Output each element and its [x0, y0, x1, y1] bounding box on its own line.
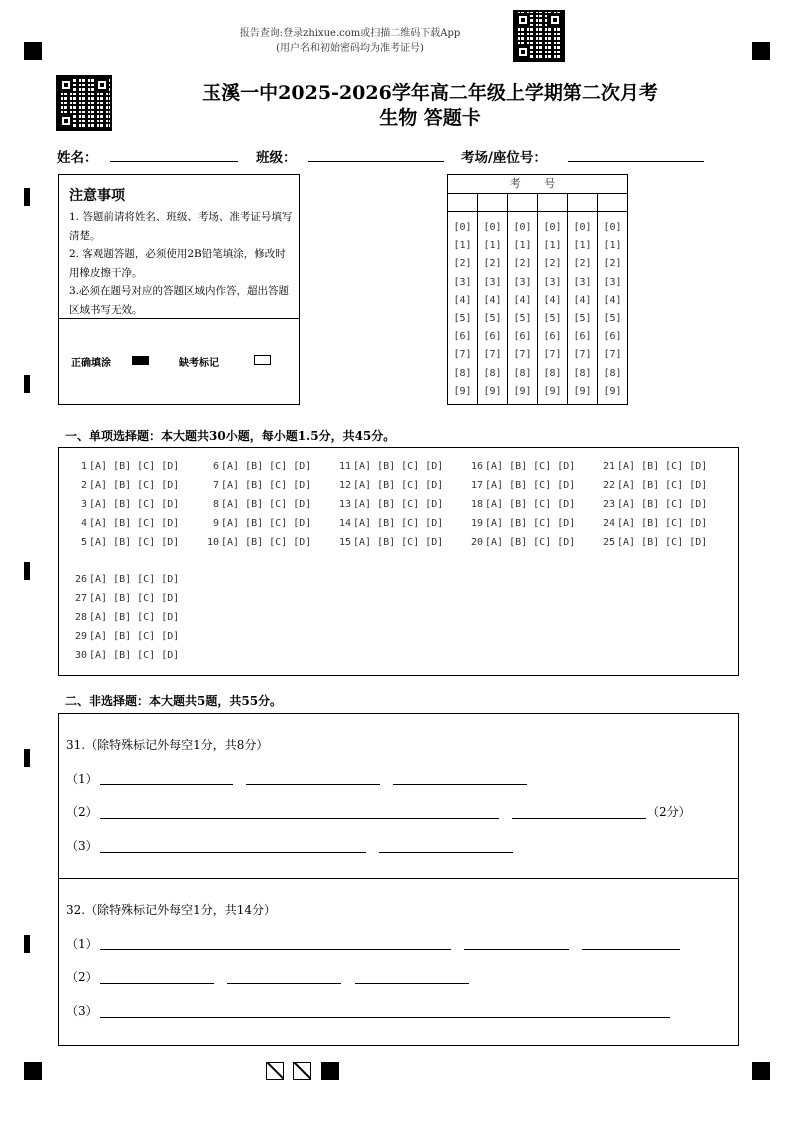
timing-mark — [24, 562, 30, 580]
question-31-box — [58, 713, 739, 879]
mc-option-bubbles[interactable]: [A] [B] [C] [D] — [617, 461, 708, 472]
exam-number-column — [598, 194, 627, 404]
timing-mark — [24, 749, 30, 767]
question-32-box — [58, 878, 739, 1046]
exam-number-column — [448, 194, 478, 404]
exam-number-grid — [447, 174, 628, 405]
q32-part-2-label: （2） — [66, 970, 98, 984]
mc-option-bubbles[interactable]: [A] [B] [C] [D] — [353, 499, 444, 510]
exam-number-write-cell[interactable] — [508, 194, 537, 212]
q31-3-blank-2[interactable] — [379, 852, 513, 853]
exam-digit-bubble[interactable]: [7] — [603, 349, 622, 361]
q32-2-blank-2[interactable] — [227, 983, 341, 984]
exam-digit-bubble[interactable]: [8] — [453, 367, 472, 379]
timing-mark — [24, 375, 30, 393]
exam-number-column — [508, 194, 538, 404]
mc-option-bubbles[interactable]: [A] [B] [C] [D] — [89, 593, 180, 604]
mc-question-number: 12 — [338, 480, 351, 491]
qr-code-download-app[interactable] — [513, 10, 565, 62]
mc-question-number: 18 — [470, 499, 483, 510]
q32-2-blank-1[interactable] — [100, 983, 214, 984]
exam-digit-bubble[interactable]: [1] — [543, 240, 562, 252]
mc-option-bubbles[interactable]: [A] [B] [C] [D] — [353, 518, 444, 529]
exam-digit-bubble[interactable]: [0] — [603, 222, 622, 233]
exam-digit-bubble[interactable]: [4] — [573, 294, 592, 306]
mc-question — [465, 518, 575, 529]
exam-number-write-cell[interactable] — [598, 194, 627, 212]
mc-question — [201, 518, 311, 529]
q32-1-blank-1[interactable] — [100, 949, 451, 950]
exam-digit-bubble[interactable]: [7] — [573, 349, 592, 361]
exam-digit-bubble[interactable]: [6] — [573, 331, 592, 343]
exam-digit-bubble[interactable]: [1] — [573, 240, 592, 252]
exam-digit-bubble[interactable]: [2] — [603, 258, 622, 270]
exam-digit-bubble[interactable]: [5] — [603, 313, 622, 324]
mc-question-number: 24 — [602, 518, 615, 529]
mc-question — [597, 537, 707, 548]
mc-question — [597, 480, 707, 491]
notice-title: 注意事项 — [69, 188, 125, 204]
exam-number-write-cell[interactable] — [568, 194, 597, 212]
exam-digit-bubble[interactable]: [5] — [483, 313, 502, 324]
exam-digit-bubble[interactable]: [5] — [543, 313, 562, 324]
mc-question — [201, 537, 311, 548]
mc-question — [69, 574, 179, 585]
name-field[interactable] — [110, 161, 238, 162]
page-marker-filled — [321, 1062, 339, 1080]
mc-option-bubbles[interactable]: [A] [B] [C] [D] — [485, 518, 576, 529]
exam-digit-bubble[interactable]: [7] — [453, 349, 472, 361]
section-1-title: 一、单项选择题：本大题共30小题，每小题1.5分，共45分。 — [65, 429, 396, 443]
exam-digit-bubble[interactable]: [9] — [603, 385, 622, 397]
exam-digit-bubble[interactable]: [9] — [453, 385, 472, 397]
mc-question — [69, 480, 179, 491]
exam-digit-bubble[interactable]: [4] — [603, 294, 622, 306]
exam-digit-bubble[interactable]: [3] — [573, 276, 592, 288]
absent-mark-label: 缺考标记 — [179, 358, 219, 369]
exam-digit-bubble[interactable]: [1] — [483, 240, 502, 252]
mc-option-bubbles[interactable]: [A] [B] [C] [D] — [221, 537, 312, 548]
mc-option-bubbles[interactable]: [A] [B] [C] [D] — [89, 574, 180, 585]
mc-option-bubbles[interactable]: [A] [B] [C] [D] — [485, 480, 576, 491]
exam-digit-bubble[interactable]: [9] — [573, 385, 592, 397]
alignment-mark-top-left — [24, 42, 42, 60]
seat-field[interactable] — [568, 161, 704, 162]
mc-question — [597, 518, 707, 529]
exam-digit-bubble[interactable]: [2] — [483, 258, 502, 270]
mc-option-bubbles[interactable]: [A] [B] [C] [D] — [89, 537, 180, 548]
mc-question-number: 11 — [338, 461, 351, 472]
name-label: 姓名： — [57, 150, 98, 166]
correct-fill-label: 正确填涂 — [71, 358, 111, 369]
notice-rule-2: 2. 客观题答题，必须使用2B铅笔填涂，修改时用橡皮擦干净。 — [69, 248, 286, 279]
filled-bubble-sample — [132, 356, 149, 365]
exam-number-write-cell[interactable] — [448, 194, 477, 212]
mc-question — [333, 518, 443, 529]
mc-question-number: 8 — [212, 499, 219, 510]
page-marker-slash-1 — [266, 1062, 284, 1080]
mc-question-number: 1 — [80, 461, 87, 472]
mc-option-bubbles[interactable]: [A] [B] [C] [D] — [89, 480, 180, 491]
question-31-heading: 31.（除特殊标记外每空1分，共8分） — [66, 738, 269, 752]
mc-question — [333, 480, 443, 491]
exam-digit-bubble[interactable]: [6] — [543, 331, 562, 343]
exam-digit-bubble[interactable]: [6] — [453, 331, 472, 343]
q32-1-blank-3[interactable] — [582, 949, 680, 950]
mc-question-number: 21 — [602, 461, 615, 472]
exam-digit-bubble[interactable]: [0] — [483, 222, 502, 233]
notice-divider — [59, 318, 299, 319]
mc-question-number: 3 — [80, 499, 87, 510]
notice-box — [58, 174, 300, 405]
q31-2-score: （2分） — [647, 805, 691, 819]
alignment-mark-top-right — [752, 42, 770, 60]
mc-question-number: 26 — [74, 574, 87, 585]
exam-digit-bubble[interactable]: [1] — [453, 240, 472, 252]
mc-question — [201, 499, 311, 510]
class-label: 班级： — [256, 150, 297, 166]
mc-question — [69, 593, 179, 604]
q31-1-blank-3[interactable] — [393, 784, 527, 785]
exam-digit-bubble[interactable]: [8] — [483, 367, 502, 379]
mc-option-bubbles[interactable]: [A] [B] [C] [D] — [89, 650, 180, 661]
mc-option-bubbles[interactable]: [A] [B] [C] [D] — [221, 480, 312, 491]
q32-part-3-label: （3） — [66, 1004, 98, 1018]
report-query-note: 报告查询:登录zhixue.com或扫描二维码下载App — [239, 28, 461, 39]
exam-digit-bubble[interactable]: [3] — [513, 276, 532, 288]
exam-digit-bubble[interactable]: [9] — [513, 385, 532, 397]
notice-rule-1: 1. 答题前请将姓名、班级、考场、准考证号填写清楚。 — [69, 211, 293, 242]
mc-option-bubbles[interactable]: [A] [B] [C] [D] — [89, 631, 180, 642]
mc-question-number: 6 — [212, 461, 219, 472]
mc-question — [465, 480, 575, 491]
mc-question-number: 23 — [602, 499, 615, 510]
exam-digit-bubble[interactable]: [4] — [513, 294, 532, 306]
exam-digit-bubble[interactable]: [6] — [603, 331, 622, 343]
q31-1-blank-1[interactable] — [100, 784, 233, 785]
q31-part-3-label: （3） — [66, 839, 98, 853]
mc-option-bubbles[interactable]: [A] [B] [C] [D] — [221, 499, 312, 510]
mc-question — [465, 499, 575, 510]
exam-digit-bubble[interactable]: [8] — [543, 367, 562, 379]
notice-rules — [69, 208, 293, 319]
page-subtitle: 生物 答题卡 — [379, 107, 481, 129]
mc-question — [333, 537, 443, 548]
mc-option-bubbles[interactable]: [A] [B] [C] [D] — [89, 612, 180, 623]
exam-digit-bubble[interactable]: [5] — [453, 313, 472, 324]
mc-question — [69, 650, 179, 661]
question-32-heading: 32.（除特殊标记外每空1分，共14分） — [66, 903, 276, 917]
exam-digit-bubble[interactable]: [9] — [483, 385, 502, 397]
exam-number-write-cell[interactable] — [538, 194, 567, 212]
q32-1-blank-2[interactable] — [464, 949, 569, 950]
exam-digit-bubble[interactable]: [2] — [513, 258, 532, 270]
exam-digit-bubble[interactable]: [3] — [483, 276, 502, 288]
mc-option-bubbles[interactable]: [A] [B] [C] [D] — [221, 518, 312, 529]
section-2-title: 二、非选择题：本大题共5题，共55分。 — [65, 694, 283, 708]
mc-question-number: 20 — [470, 537, 483, 548]
alignment-mark-bottom-right — [752, 1062, 770, 1080]
exam-digit-bubble[interactable]: [3] — [603, 276, 622, 288]
mc-question — [69, 499, 179, 510]
mc-question-number: 22 — [602, 480, 615, 491]
mc-option-bubbles[interactable]: [A] [B] [C] [D] — [617, 499, 708, 510]
mc-question-number: 7 — [212, 480, 219, 491]
mc-option-bubbles[interactable]: [A] [B] [C] [D] — [353, 461, 444, 472]
mc-option-bubbles[interactable]: [A] [B] [C] [D] — [221, 461, 312, 472]
exam-digit-bubble[interactable]: [0] — [573, 222, 592, 233]
mc-question-number: 25 — [602, 537, 615, 548]
exam-number-label: 考 号 — [448, 175, 627, 194]
mc-question — [69, 631, 179, 642]
exam-digit-bubble[interactable]: [8] — [513, 367, 532, 379]
mc-question — [201, 480, 311, 491]
q31-1-blank-2[interactable] — [246, 784, 380, 785]
exam-digit-bubble[interactable]: [5] — [513, 313, 532, 324]
exam-digit-bubble[interactable]: [7] — [513, 349, 532, 361]
seat-label: 考场/座位号： — [461, 150, 547, 166]
page-marker-slash-2 — [293, 1062, 311, 1080]
mc-question-number: 27 — [74, 593, 87, 604]
exam-digit-bubble[interactable]: [0] — [453, 222, 472, 233]
exam-digit-bubble[interactable]: [0] — [543, 222, 562, 233]
exam-number-column — [478, 194, 508, 404]
mc-question-number: 9 — [212, 518, 219, 529]
mc-option-bubbles[interactable]: [A] [B] [C] [D] — [89, 499, 180, 510]
exam-number-column — [568, 194, 598, 404]
q32-part-1-label: （1） — [66, 937, 98, 951]
exam-digit-bubble[interactable]: [4] — [453, 294, 472, 306]
absent-mark-checkbox[interactable] — [254, 355, 271, 365]
mc-question-number: 5 — [80, 537, 87, 548]
q32-3-blank-1[interactable] — [100, 1017, 670, 1018]
timing-mark — [24, 188, 30, 206]
mc-question — [597, 499, 707, 510]
mc-question-number: 2 — [80, 480, 87, 491]
mc-question-number: 14 — [338, 518, 351, 529]
qr-code-student — [56, 75, 112, 131]
exam-digit-bubble[interactable]: [9] — [543, 385, 562, 397]
mc-question — [69, 518, 179, 529]
mc-option-bubbles[interactable]: [A] [B] [C] [D] — [617, 537, 708, 548]
timing-mark — [24, 935, 30, 953]
class-field[interactable] — [308, 161, 444, 162]
mc-question — [201, 461, 311, 472]
mc-question — [69, 537, 179, 548]
mc-option-bubbles[interactable]: [A] [B] [C] [D] — [353, 537, 444, 548]
mc-question-number: 29 — [74, 631, 87, 642]
q31-2-blank-1[interactable] — [100, 818, 499, 819]
mc-question-number: 17 — [470, 480, 483, 491]
notice-rule-3: 3.必须在题号对应的答题区域内作答，超出答题区域书写无效。 — [69, 285, 290, 316]
mc-question — [69, 461, 179, 472]
mc-question-number: 10 — [206, 537, 219, 548]
mc-question-number: 16 — [470, 461, 483, 472]
multiple-choice-area — [58, 447, 739, 676]
q31-2-blank-2[interactable] — [512, 818, 646, 819]
exam-digit-bubble[interactable]: [7] — [483, 349, 502, 361]
exam-digit-bubble[interactable]: [5] — [573, 313, 592, 324]
mc-option-bubbles[interactable]: [A] [B] [C] [D] — [617, 518, 708, 529]
exam-number-write-cell[interactable] — [478, 194, 507, 212]
mc-question-number: 19 — [470, 518, 483, 529]
exam-digit-bubble[interactable]: [1] — [603, 240, 622, 252]
mc-question-number: 4 — [80, 518, 87, 529]
exam-digit-bubble[interactable]: [6] — [483, 331, 502, 343]
mc-option-bubbles[interactable]: [A] [B] [C] [D] — [485, 499, 576, 510]
mc-question — [69, 612, 179, 623]
alignment-mark-bottom-left — [24, 1062, 42, 1080]
mc-question — [465, 461, 575, 472]
q31-3-blank-1[interactable] — [100, 852, 366, 853]
page-title: 玉溪一中2025-2026学年高二年级上学期第二次月考 — [202, 82, 658, 104]
exam-digit-bubble[interactable]: [8] — [603, 367, 622, 379]
exam-digit-bubble[interactable]: [4] — [543, 294, 562, 306]
q31-part-1-label: （1） — [66, 772, 98, 786]
exam-digit-bubble[interactable]: [8] — [573, 367, 592, 379]
q31-part-2-label: （2） — [66, 805, 98, 819]
mc-question-number: 30 — [74, 650, 87, 661]
login-hint-note: (用户名和初始密码均为准考证号) — [276, 43, 424, 54]
exam-digit-bubble[interactable]: [3] — [453, 276, 472, 288]
mc-option-bubbles[interactable]: [A] [B] [C] [D] — [617, 480, 708, 491]
exam-digit-bubble[interactable]: [2] — [453, 258, 472, 270]
exam-digit-bubble[interactable]: [2] — [543, 258, 562, 270]
mc-option-bubbles[interactable]: [A] [B] [C] [D] — [485, 461, 576, 472]
mc-option-bubbles[interactable]: [A] [B] [C] [D] — [89, 518, 180, 529]
mc-question — [465, 537, 575, 548]
mc-question-number: 13 — [338, 499, 351, 510]
exam-digit-bubble[interactable]: [6] — [513, 331, 532, 343]
mc-option-bubbles[interactable]: [A] [B] [C] [D] — [353, 480, 444, 491]
mc-option-bubbles[interactable]: [A] [B] [C] [D] — [485, 537, 576, 548]
exam-digit-bubble[interactable]: [1] — [513, 240, 532, 252]
mc-question — [333, 461, 443, 472]
exam-digit-bubble[interactable]: [2] — [573, 258, 592, 270]
exam-number-column — [538, 194, 568, 404]
mc-option-bubbles[interactable]: [A] [B] [C] [D] — [89, 461, 180, 472]
mc-question — [333, 499, 443, 510]
exam-digit-bubble[interactable]: [3] — [543, 276, 562, 288]
exam-digit-bubble[interactable]: [4] — [483, 294, 502, 306]
exam-digit-bubble[interactable]: [7] — [543, 349, 562, 361]
q32-2-blank-3[interactable] — [355, 983, 469, 984]
exam-digit-bubble[interactable]: [0] — [513, 222, 532, 233]
mc-question — [597, 461, 707, 472]
mc-question-number: 15 — [338, 537, 351, 548]
mc-question-number: 28 — [74, 612, 87, 623]
